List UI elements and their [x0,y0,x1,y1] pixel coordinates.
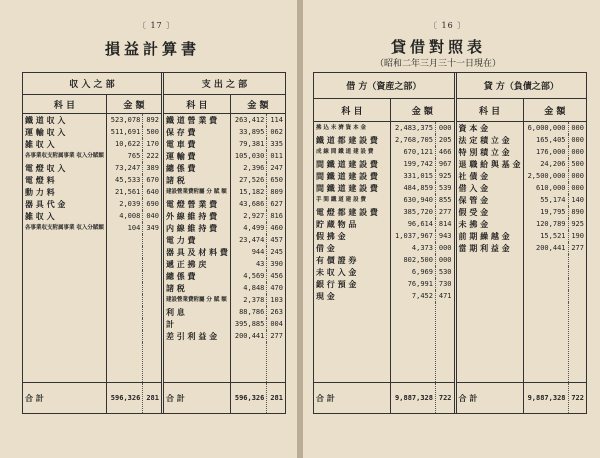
liability-item-empty [455,254,523,266]
expense-item-label: 總 係 費 [162,162,230,174]
total-label: 合 計 [23,383,106,414]
expense-item-sen: 470 [267,282,285,294]
total-label: 合 計 [455,383,523,414]
liabilities-col-item: 科 目 [455,98,523,121]
expense-item-yen: 2,396 [230,162,266,174]
liability-item-sen: 000 [568,122,586,135]
income-item-empty [23,258,106,270]
expense-item-sen: 650 [267,174,285,186]
table-row [23,294,285,306]
liability-item-label: 特 別 積 立 金 [455,146,523,158]
filler-row [23,342,285,382]
asset-item-yen: 2,483,375 [391,122,436,135]
table-row [314,206,586,218]
income-item-yen: 45,533 [106,174,142,186]
expense-item-yen: 263,412 [230,114,266,127]
liability-item-label: 退 職 給 與 基 金 [455,158,523,170]
income-item-empty [106,282,142,294]
table-row [23,246,285,258]
income-item-empty [23,306,106,318]
income-section-header: 収 入 之 部 [23,73,162,94]
liability-item-label: 資 本 金 [455,122,523,135]
expense-item-label: 鐵 道 營 業 費 [162,114,230,127]
liability-item-yen: 200,441 [523,242,568,254]
total-label: 合 計 [162,383,230,414]
expense-col-item: 科 目 [162,94,230,114]
liability-item-label: 法 定 積 立 金 [455,134,523,146]
expense-item-sen: 062 [267,126,285,138]
asset-item-label: 現 金 [316,290,335,301]
table-row [23,162,285,174]
asset-item-yen: 484,859 [391,182,436,194]
filler-cell [106,342,142,382]
table-row [23,210,285,222]
asset-item-yen: 199,742 [391,158,436,170]
expense-item-label: 電 力 費 [162,234,230,246]
income-item-yen: 2,039 [106,198,142,210]
liability-item-yen: 15,521 [523,230,568,242]
expense-item-yen: 395,885 [230,318,266,330]
income-item-yen: 10,622 [106,138,142,150]
filler-cell [455,302,523,382]
liability-item-sen: 000 [568,182,586,194]
filler-cell [23,342,106,382]
income-item-empty [23,318,106,330]
debit-section-header: 借 方（資産之部） [314,73,455,98]
expense-col-amount: 金 額 [230,94,285,114]
table-row [23,114,285,127]
income-item-empty [23,330,106,342]
total-row [314,383,586,414]
liability-item-yen: 120,789 [523,218,568,230]
expense-item-label: 諸 税 [162,282,230,294]
liability-item-yen: 6,000,000 [523,122,568,135]
liability-item-label: 前 期 繰 越 金 [455,230,523,242]
table-row [314,170,586,182]
income-item-empty [23,270,106,282]
income-item-empty [106,270,142,282]
asset-item-label: 借 金 [316,242,335,253]
liability-item-empty [455,278,523,290]
table-row [23,282,285,294]
table-row [314,182,586,194]
income-item-yen: 511,691 [106,126,142,138]
asset-item-yen: 6,969 [391,266,436,278]
expense-item-sen: 816 [267,210,285,222]
liability-item-sen: 190 [568,230,586,242]
expense-item-yen: 43 [230,258,266,270]
asset-item-sen: 000 [435,242,455,254]
expense-item-sen: 277 [267,330,285,342]
balance-sheet-table [313,72,587,414]
liability-item-empty [523,266,568,278]
asset-item-sen: 471 [435,290,455,302]
income-item-yen: 523,078 [106,114,142,127]
income-item-empty [143,234,163,246]
income-item-sen: 170 [143,138,163,150]
liability-item-yen: 55,174 [523,194,568,206]
expense-item-label: 諸 税 [162,174,230,186]
balance-sheet-date: （昭和二年三月三十一日現在） [375,59,502,69]
expense-item-label: 建設營業費附屬 分 賦 額 [162,294,230,306]
liability-item-empty [568,254,586,266]
filler-cell [162,342,230,382]
expense-item-yen: 200,441 [230,330,266,342]
income-item-label: 雑 収 入 [25,138,55,149]
expense-section-header: 支 出 之 部 [162,73,285,94]
liability-item-sen: 000 [568,146,586,158]
asset-item-total-sen: 722 [435,383,455,414]
filler-cell [143,342,163,382]
income-item-empty [106,258,142,270]
income-item-empty [23,234,106,246]
liabilities-col-amount: 金 額 [523,98,586,121]
income-item-sen: 040 [143,210,163,222]
table-row [314,242,586,254]
asset-item-yen: 1,037,967 [391,230,436,242]
liability-item-sen: 500 [568,158,586,170]
expense-item-yen: 27,526 [230,174,266,186]
income-item-sen: 690 [143,198,163,210]
assets-col-item: 科 目 [314,98,391,121]
asset-item-sen: 000 [435,254,455,266]
expense-item-sen: 460 [267,222,285,234]
table-row [23,270,285,282]
expense-item-yen: 88,786 [230,306,266,318]
liability-item-sen: 140 [568,194,586,206]
expense-item-sen: 103 [267,294,285,306]
table-row [314,266,586,278]
asset-item-sen: 814 [435,218,455,230]
table-row [23,138,285,150]
total-label: 合 計 [314,383,391,414]
asset-item-yen: 7,452 [391,290,436,302]
filler-cell [435,302,455,382]
liability-item-label: 保 管 金 [455,194,523,206]
income-item-empty [23,246,106,258]
table-row [23,258,285,270]
expense-item-yen: 15,182 [230,186,266,198]
expense-item-sen: 245 [267,246,285,258]
expense-item-yen: 4,569 [230,270,266,282]
asset-item-label: 拂 込 未 濟 資 本 金 [316,125,366,132]
expense-item-label: 利 息 [162,306,230,318]
table-row [23,198,285,210]
table-row [314,254,586,266]
asset-item-yen: 670,121 [391,146,436,158]
income-item-label: 動 力 料 [25,186,55,197]
liability-item-yen: 176,000 [523,146,568,158]
income-item-empty [106,330,142,342]
table-row [23,174,285,186]
filler-cell [314,302,391,382]
income-item-empty [106,294,142,306]
asset-item-label: 假 拂 金 [316,230,346,241]
asset-item-yen: 96,614 [391,218,436,230]
asset-item-total-yen: 9,887,328 [391,383,436,414]
expense-item-label: 保 存 費 [162,126,230,138]
income-item-sen: 222 [143,150,163,162]
liability-item-sen: 890 [568,206,586,218]
expense-item-label: 電 車 費 [162,138,230,150]
expense-item-sen: 809 [267,186,285,198]
table-row [23,306,285,318]
asset-item-label: 銀 行 預 金 [316,278,357,289]
table-row [314,122,586,135]
income-item-yen: 104 [106,222,142,234]
income-item-total-sen: 281 [143,383,163,414]
expense-item-label: 内 線 維 持 費 [162,222,230,234]
income-item-label: 各事業収支附属事業 収入分賦額 [25,153,104,160]
asset-item-yen: 802,500 [391,254,436,266]
filler-cell [267,342,285,382]
asset-item-sen: 466 [435,146,455,158]
expense-item-label: 外 線 維 持 費 [162,210,230,222]
table-row [314,158,586,170]
liability-item-sen: 000 [568,134,586,146]
income-item-label: 雑 収 入 [25,210,55,221]
table-row [23,126,285,138]
expense-item-sen: 263 [267,306,285,318]
income-item-label: 各事業収支附属事業 収入分賦額 [25,225,104,232]
liability-item-yen: 24,206 [523,158,568,170]
liability-item-empty [523,254,568,266]
income-item-yen: 765 [106,150,142,162]
asset-item-sen: 205 [435,134,455,146]
liability-item-label: 未 拂 金 [455,218,523,230]
expense-item-yen: 944 [230,246,266,258]
left-page [0,0,297,458]
table-row [23,234,285,246]
expense-item-total-sen: 281 [267,383,285,414]
asset-item-sen: 967 [435,158,455,170]
income-item-label: 電 燈 料 [25,174,55,185]
filler-cell [391,302,436,382]
asset-item-yen: 331,015 [391,170,436,182]
expense-item-yen: 2,927 [230,210,266,222]
right-page [303,0,600,458]
table-row [314,194,586,206]
income-item-empty [143,270,163,282]
page-number: 〔 17 〕 [138,21,176,30]
income-item-label: 鐵 道 収 入 [25,114,66,125]
income-item-empty [106,234,142,246]
income-item-yen: 4,008 [106,210,142,222]
table-row [23,318,285,330]
expense-item-sen: 627 [267,198,285,210]
income-item-sen: 670 [143,174,163,186]
asset-item-label: 鐵 道 都 建 設 費 [316,134,378,145]
income-statement-title: 損益計算書 [105,40,201,58]
asset-item-yen: 385,720 [391,206,436,218]
liability-item-label: 當 期 利 益 金 [455,242,523,254]
table-row [314,230,586,242]
income-item-empty [143,330,163,342]
asset-item-yen: 76,991 [391,278,436,290]
expense-item-yen: 4,848 [230,282,266,294]
income-item-empty [143,294,163,306]
expense-item-yen: 33,895 [230,126,266,138]
liability-item-sen: 000 [568,170,586,182]
liability-item-label: 假 受 金 [455,206,523,218]
income-item-label: 運 輸 収 入 [25,126,66,137]
filler-cell [568,302,586,382]
income-item-empty [143,306,163,318]
liability-item-empty [568,290,586,302]
liability-item-empty [455,290,523,302]
expense-item-sen: 011 [267,150,285,162]
income-item-sen: 892 [143,114,163,127]
table-row [314,290,586,302]
expense-item-label: 電 燈 營 業 費 [162,198,230,210]
expense-item-total-yen: 596,326 [230,383,266,414]
asset-item-label: 電 燈 都 建 設 費 [316,206,378,217]
income-item-empty [143,282,163,294]
asset-item-yen: 630,940 [391,194,436,206]
liability-item-yen: 165,405 [523,134,568,146]
liability-item-label: 借 入 金 [455,182,523,194]
table-row [23,150,285,162]
asset-item-label: 有 價 證 券 [316,254,357,265]
expense-item-sen: 114 [267,114,285,127]
expense-item-sen: 004 [267,318,285,330]
asset-item-sen: 855 [435,194,455,206]
liability-item-yen: 2,500,000 [523,170,568,182]
liability-item-total-sen: 722 [568,383,586,414]
income-item-sen: 640 [143,186,163,198]
asset-item-label: 間 鐵 道 建 設 費 [316,182,378,193]
table-row [23,330,285,342]
income-item-label: 器 具 代 金 [25,198,66,209]
expense-item-yen: 4,499 [230,222,266,234]
income-item-total-yen: 596,326 [106,383,142,414]
asset-item-label: 間 鐵 道 建 設 費 [316,170,378,181]
expense-item-sen: 247 [267,162,285,174]
asset-item-sen: 539 [435,182,455,194]
income-item-sen: 349 [143,222,163,234]
expense-item-sen: 335 [267,138,285,150]
liability-item-label: 社 債 金 [455,170,523,182]
expense-item-label: 遞 正 拂 戻 [162,258,230,270]
expense-item-label: 計 [162,318,230,330]
table-row [314,146,586,158]
asset-item-sen: 943 [435,230,455,242]
liability-item-empty [523,278,568,290]
expense-item-label: 器 具 及 材 料 費 [162,246,230,258]
income-item-empty [106,306,142,318]
total-row [23,383,285,414]
asset-item-sen: 000 [435,122,455,135]
expense-item-yen: 43,686 [230,198,266,210]
income-item-yen: 21,561 [106,186,142,198]
asset-item-sen: 530 [435,266,455,278]
income-item-label: 電 燈 収 入 [25,162,66,173]
income-item-yen: 73,247 [106,162,142,174]
asset-item-yen: 4,373 [391,242,436,254]
asset-item-label: 手 間 鐵 道 建 設 費 [316,197,366,204]
page-number: 〔 16 〕 [429,21,467,30]
table-row [314,278,586,290]
liability-item-yen: 610,000 [523,182,568,194]
expense-item-label: 差 引 利 益 金 [162,330,230,342]
expense-item-yen: 79,381 [230,138,266,150]
asset-item-label: 成 線 間 鐵 道 建 設 費 [316,149,374,156]
expense-item-sen: 390 [267,258,285,270]
table-row [314,134,586,146]
table-row [23,186,285,198]
income-item-empty [23,282,106,294]
income-item-empty [143,318,163,330]
liability-item-total-yen: 9,887,328 [523,383,568,414]
liability-item-empty [523,290,568,302]
income-item-sen: 500 [143,126,163,138]
expense-item-label: 運 輸 費 [162,150,230,162]
expense-item-sen: 457 [267,234,285,246]
expense-item-yen: 23,474 [230,234,266,246]
expense-item-yen: 105,030 [230,150,266,162]
income-item-empty [106,246,142,258]
filler-row [314,302,586,382]
asset-item-sen: 730 [435,278,455,290]
table-row [314,218,586,230]
expense-item-label: 建設營業費附屬 分 賦 額 [162,186,230,198]
liability-item-yen: 19,795 [523,206,568,218]
expense-item-label: 總 係 費 [162,270,230,282]
asset-item-sen: 277 [435,206,455,218]
income-item-empty [143,246,163,258]
income-col-amount: 金 額 [106,94,162,114]
asset-item-label: 間 鐵 道 建 設 費 [316,158,378,169]
income-col-item: 科 目 [23,94,106,114]
liability-item-sen: 277 [568,242,586,254]
credit-section-header: 貸 方（負債之部） [455,73,586,98]
income-statement-table [22,72,286,414]
expense-item-yen: 2,378 [230,294,266,306]
liability-item-empty [568,278,586,290]
assets-col-amount: 金 額 [391,98,456,121]
asset-item-label: 未 収 入 金 [316,266,357,277]
asset-item-label: 貯 蔵 物 品 [316,218,357,229]
expense-item-sen: 456 [267,270,285,282]
income-item-empty [106,318,142,330]
asset-item-sen: 925 [435,170,455,182]
income-item-sen: 389 [143,162,163,174]
balance-sheet-title: 貸借對照表 [391,38,487,56]
income-item-empty [23,294,106,306]
filler-cell [230,342,266,382]
liability-item-sen: 925 [568,218,586,230]
asset-item-yen: 2,768,705 [391,134,436,146]
income-item-empty [143,258,163,270]
table-row [23,222,285,234]
liability-item-empty [568,266,586,278]
liability-item-empty [455,266,523,278]
filler-cell [523,302,568,382]
